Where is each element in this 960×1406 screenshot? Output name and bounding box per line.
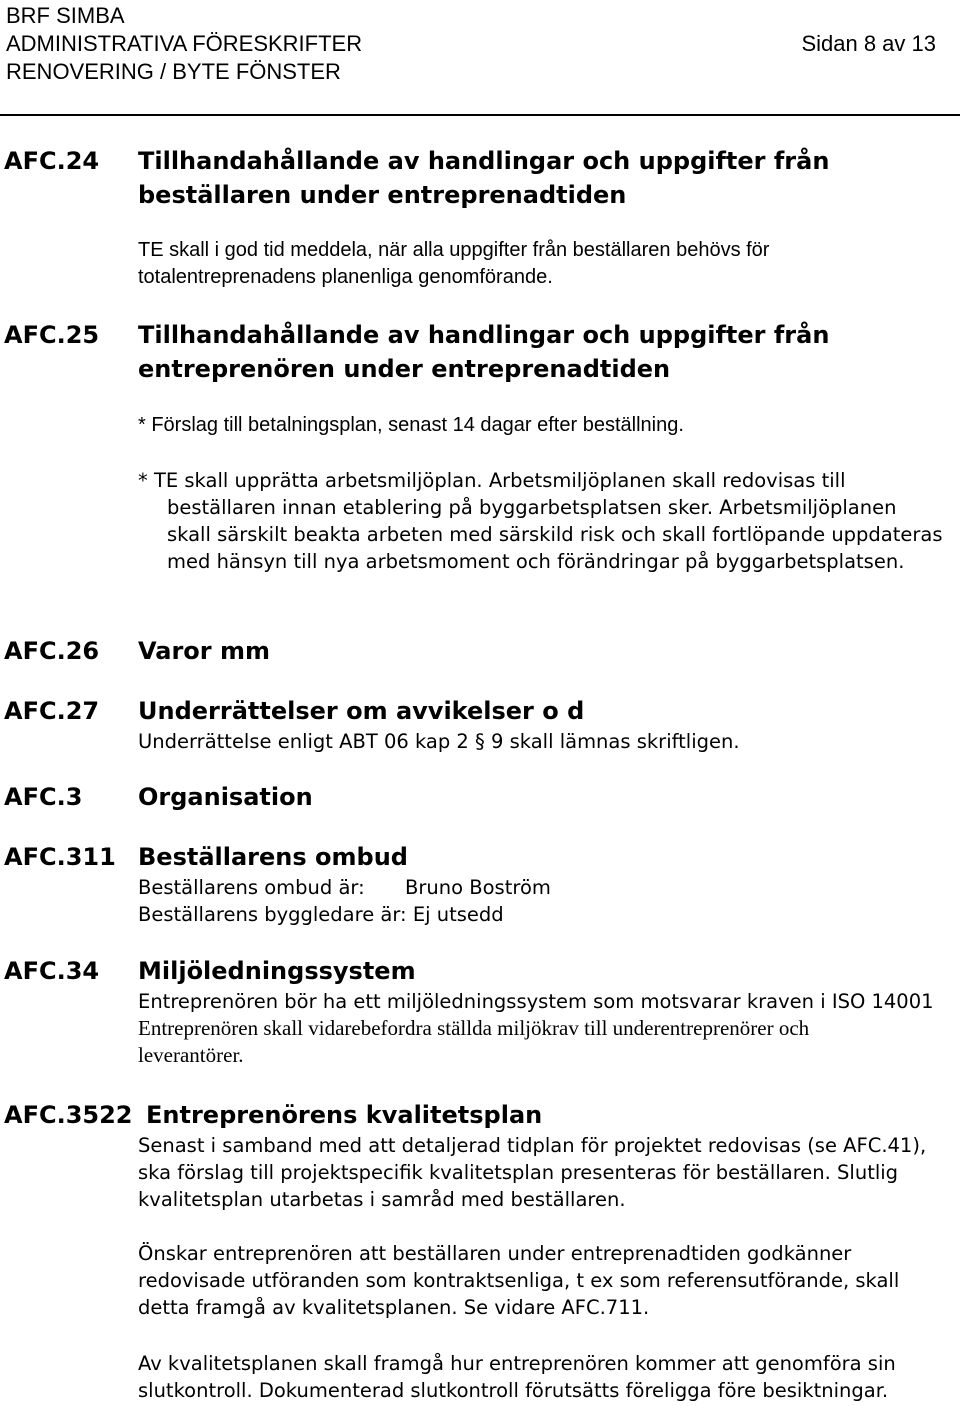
body-line: TE skall i god tid meddela, när alla uppgifter från beställaren behövs för: [138, 239, 770, 261]
section-title-line: beställaren under entreprenadtiden: [138, 181, 627, 209]
section-title: Miljöledningssystem: [138, 957, 416, 985]
section-title-line: Tillhandahållande av handlingar och uppgifter från: [138, 321, 830, 349]
page-number: Sidan 8 av 13: [801, 31, 936, 56]
field-label: Beställarens byggledare är:: [138, 903, 407, 926]
body-line: Entreprenören skall vidarebefordra ställda miljökrav till underentreprenörer och: [138, 1016, 810, 1040]
body-line: totalentreprenadens planenliga genomförande.: [138, 266, 553, 288]
section-title: [138, 318, 829, 386]
section-code: AFC.26: [4, 637, 100, 665]
field-value: Bruno Boström: [405, 876, 551, 899]
header-association-name: BRF SIMBA: [6, 3, 125, 28]
section-code: AFC.3: [4, 783, 83, 811]
section-title: Varor mm: [138, 637, 270, 665]
paragraph-3: [138, 1350, 896, 1404]
section-title-line: Tillhandahållande av handlingar och uppgifter från: [138, 147, 830, 175]
field-value: Ej utsedd: [412, 903, 504, 926]
body-line: kvalitetsplan utarbetas i samråd med beställaren.: [138, 1188, 626, 1211]
body-line: redovisade utföranden som kontraktsenliga, t ex som referensutförande, skall: [138, 1269, 900, 1292]
header-project-name: RENOVERING / BYTE FÖNSTER: [6, 59, 341, 84]
body-line: ska förslag till projektspecifik kvalitetsplan presenteras för beställaren. Slutlig: [138, 1161, 899, 1184]
page-header: [6, 2, 936, 86]
section-code: AFC.27: [4, 697, 100, 725]
section-code: AFC.3522: [4, 1101, 133, 1129]
client-representative-row: [138, 874, 551, 901]
body-line: Senast i samband med att detaljerad tidplan för projektet redovisas (se AFC.41),: [138, 1134, 927, 1157]
section-body: [138, 237, 769, 291]
section-sign: §: [475, 730, 485, 753]
section-title: Organisation: [138, 783, 313, 811]
section-code: AFC.25: [4, 321, 100, 349]
list-item-work-environment-plan: [138, 467, 943, 575]
section-title: Underrättelser om avvikelser o d: [138, 697, 585, 725]
section-code: AFC.34: [4, 957, 100, 985]
section-title: Beställarens ombud: [138, 843, 408, 871]
body-line: Av kvalitetsplanen skall framgå hur entreprenören kommer att genomföra sin: [138, 1352, 896, 1375]
header-divider: [0, 114, 960, 116]
section-body-serif: [138, 1015, 809, 1069]
body-line: beställaren innan etablering på byggarbetsplatsen sker. Arbetsmiljöplanen: [167, 496, 897, 519]
header-document-type: ADMINISTRATIVA FÖRESKRIFTER: [6, 31, 363, 56]
section-body: Entreprenören bör ha ett miljöledningssystem som motsvarar kraven i ISO 14001: [138, 990, 934, 1013]
body-line: detta framgå av kvalitetsplanen. Se vidare AFC.711.: [138, 1296, 650, 1319]
body-line: slutkontroll. Dokumenterad slutkontroll förutsätts föreligga före besiktningar.: [138, 1379, 889, 1402]
body-line: med hänsyn till nya arbetsmoment och förändringar på byggarbetsplatsen.: [167, 550, 905, 573]
body-line: leverantörer.: [138, 1043, 244, 1067]
body-text: Underrättelse enligt ABT 06 kap 2: [138, 730, 469, 753]
body-text: 9 skall lämnas skriftligen.: [491, 730, 740, 753]
section-code: AFC.24: [4, 147, 100, 175]
body-line: skall särskilt beakta arbeten med särskild risk och skall fortlöpande uppdateras: [167, 523, 943, 546]
body-line: Önskar entreprenören att beställaren under entreprenadtiden godkänner: [138, 1242, 852, 1265]
section-title: Entreprenörens kvalitetsplan: [146, 1101, 543, 1129]
body-line: * TE skall upprätta arbetsmiljöplan. Arbetsmiljöplanen skall redovisas till: [138, 469, 846, 492]
section-title-line: entreprenören under entreprenadtiden: [138, 355, 671, 383]
construction-manager-row: [138, 901, 504, 928]
paragraph-1: [138, 1132, 926, 1213]
section-title: [138, 144, 829, 212]
section-body: [138, 728, 740, 755]
paragraph-2: [138, 1240, 899, 1321]
section-code: AFC.311: [4, 843, 116, 871]
field-label: Beställarens ombud är:: [138, 876, 365, 899]
list-item-payment-plan: * Förslag till betalningsplan, senast 14 dagar efter beställning.: [138, 414, 684, 436]
